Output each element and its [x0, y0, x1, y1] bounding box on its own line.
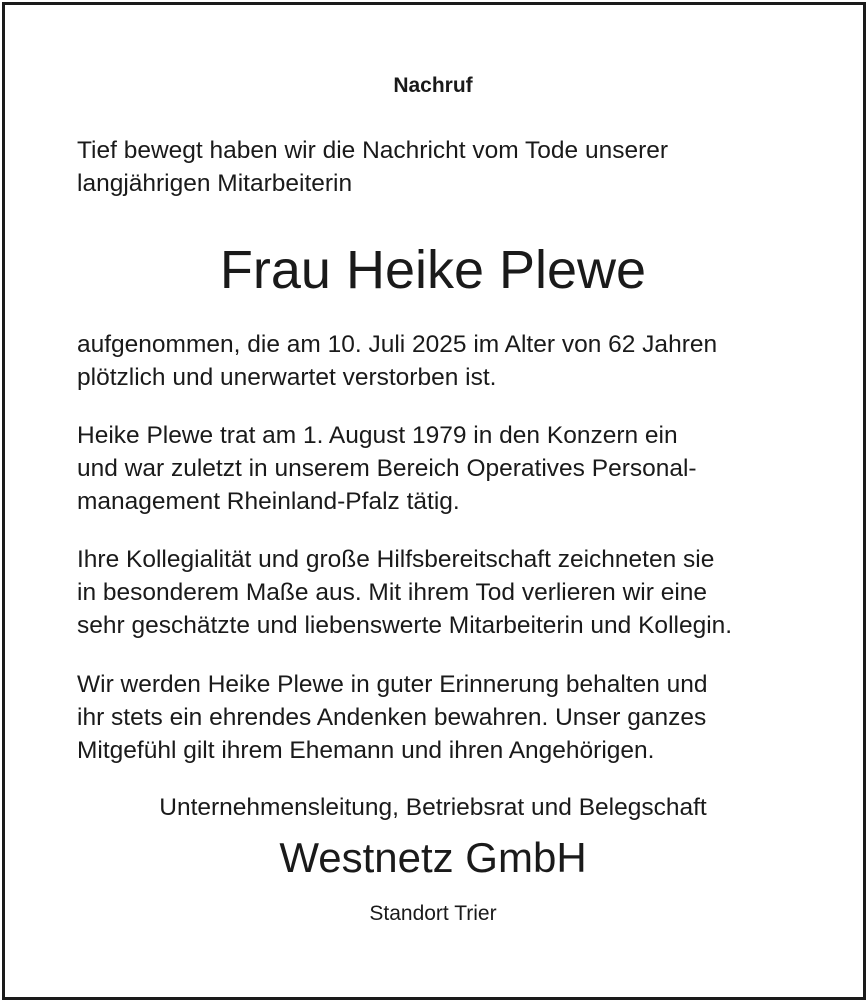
paragraph-line: Wir werden Heike Plewe in guter Erinnerung behalten und: [77, 671, 708, 698]
paragraph-line: management Rheinland-Pfalz tätig.: [77, 488, 460, 515]
paragraph-line: plötzlich und unerwartet verstorben ist.: [77, 364, 497, 391]
paragraph-tribute: [77, 543, 797, 642]
paragraph-condolence: [77, 668, 797, 767]
paragraph-death-info: [77, 328, 797, 394]
paragraph-line: und war zuletzt in unserem Bereich Operatives Personal-: [77, 455, 697, 482]
paragraph-line: Ihre Kollegialität und große Hilfsbereitschaft zeichneten sie: [77, 546, 715, 573]
paragraph-line: aufgenommen, die am 10. Juli 2025 im Alter von 62 Jahren: [77, 331, 718, 358]
paragraph-line: sehr geschätzte und liebenswerte Mitarbeiterin und Kollegin.: [77, 612, 733, 639]
intro-paragraph: [77, 134, 797, 200]
paragraph-line: in besonderem Maße aus. Mit ihrem Tod verlieren wir eine: [77, 579, 708, 606]
intro-line: Tief bewegt haben wir die Nachricht vom Tode unserer: [77, 137, 669, 164]
signers-line: Unternehmensleitung, Betriebsrat und Belegschaft: [159, 794, 707, 821]
intro-line: langjährigen Mitarbeiterin: [77, 170, 353, 197]
deceased-name: Frau Heike Plewe: [219, 240, 647, 300]
company-location: Standort Trier: [369, 902, 497, 925]
notice-heading: Nachruf: [393, 74, 473, 97]
paragraph-career: [77, 419, 797, 518]
paragraph-line: Heike Plewe trat am 1. August 1979 in den Konzern ein: [77, 422, 678, 449]
paragraph-line: ihr stets ein ehrendes Andenken bewahren. Unser ganzes: [77, 704, 707, 731]
company-name: Westnetz GmbH: [279, 834, 587, 881]
paragraph-line: Mitgefühl gilt ihrem Ehemann und ihren Angehörigen.: [77, 737, 655, 764]
